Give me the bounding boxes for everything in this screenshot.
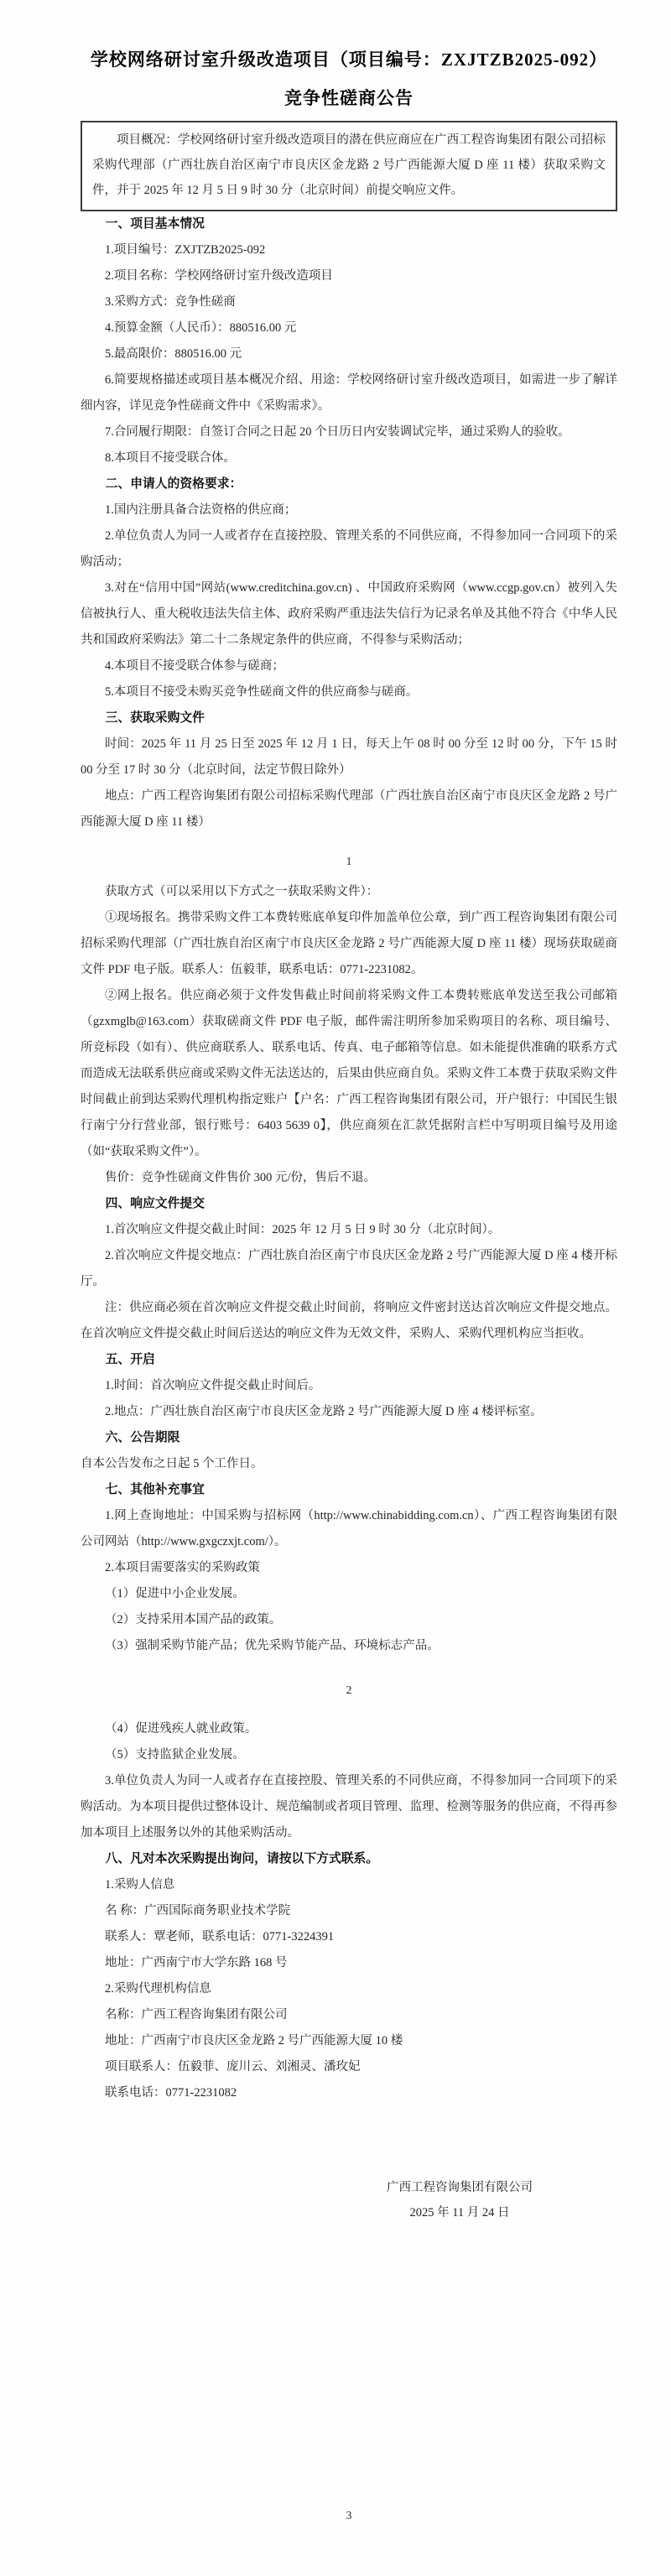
page-3 <box>0 1706 671 2576</box>
section-6-heading: 六、公告期限 <box>105 1431 180 1444</box>
project-description: 6.简要规格描述或项目基本概况介绍、用途：学校网络研讨室升级改造项目，如需进一步了解详细内容，详见竞争性磋商文件中《采购需求》。 <box>81 373 617 413</box>
agency-contacts: 项目联系人：伍毅菲、庞川云、刘湘灵、潘玫妃 <box>105 2060 361 2074</box>
budget-amount: 4.预算金额（人民币）：880516.00 元 <box>105 321 297 335</box>
agency-phone: 联系电话：0771-2231082 <box>105 2086 237 2100</box>
page-1 <box>0 0 671 877</box>
submit-deadline: 1.首次响应文件提交截止时间：2025 年 12 月 5 日 9 时 30 分（北京时间）。 <box>105 1223 501 1236</box>
agency-address: 地址：广西南宁市良庆区金龙路 2 号广西能源大厦 10 楼 <box>105 2034 403 2048</box>
policy-4: （4）促进残疾人就业政策。 <box>105 1722 257 1736</box>
document-price: 售价：竞争性磋商文件售价 300 元/份，售后不退。 <box>105 1171 377 1184</box>
policy-3: （3）强制采购节能产品；优先采购节能产品、环境标志产品。 <box>105 1639 440 1652</box>
purchaser-address: 地址：广西南宁市大学东路 168 号 <box>105 1956 288 1970</box>
onsite-registration: ①现场报名。携带采购文件工本费转账底单复印件加盖单位公章，到广西工程咨询集团有限公司招标采购代理部（广西壮族自治区南宁市良庆区金龙路 2 号广西能源大厦 D 座 11 楼）现场获取磋商文件 PDF 电子版。联系人：伍毅菲，联系电话：0771-2231082。 <box>81 911 617 976</box>
purchaser-name: 名 称：广西国际商务职业技术学院 <box>105 1904 291 1918</box>
qualification-4: 4.本项目不接受联合体参与磋商； <box>105 659 284 673</box>
qualification-5: 5.本项目不接受未购买竞争性磋商文件的供应商参与磋商。 <box>105 685 419 699</box>
section-1-heading: 一、项目基本情况 <box>105 217 205 231</box>
section-4-heading: 四、响应文件提交 <box>105 1197 205 1210</box>
submit-note: 注：供应商必须在首次响应文件提交截止时间前，将响应文件密封送达首次响应文件提交地点。在首次响应文件提交截止时间后送达的响应文件为无效文件，采购人、采购代理机构应当拒收。 <box>81 1301 617 1340</box>
procurement-method: 3.采购方式：竞争性磋商 <box>105 295 236 309</box>
section-7-heading: 七、其他补充事宜 <box>105 1483 205 1496</box>
qualification-2: 2.单位负责人为同一人或者存在直接控股、管理关系的不同供应商，不得参加同一合同项下的采购活动； <box>81 529 617 569</box>
announcement-period: 自本公告发布之日起 5 个工作日。 <box>81 1457 263 1470</box>
doc-title-line-1: 学校网络研讨室升级改造项目（项目编号：ZXJTZB2025-092） <box>90 49 608 70</box>
project-number: 1.项目编号：ZXJTZB2025-092 <box>105 243 266 257</box>
section-2-heading: 二、申请人的资格要求： <box>105 477 242 491</box>
page-2-content <box>81 879 617 1659</box>
page-3-content <box>81 1716 617 2225</box>
doc-title-line-2: 竞争性磋商公告 <box>284 88 414 108</box>
project-overview: 项目概况：学校网络研讨室升级改造项目的潜在供应商应在广西工程咨询集团有限公司招标采购代理部（广西壮族自治区南宁市良庆区金龙路 2 号广西能源大厦 D 座 11 楼）获取采购文件，并于 2025 年 12 月 5 日 9 时 30 分（北京时间）前提交响应文件。 <box>81 121 617 211</box>
page-number-1: 1 <box>346 856 352 868</box>
policy-1: （1）促进中小企业发展。 <box>105 1587 245 1600</box>
policy-2: （2）支持采用本国产品的政策。 <box>105 1613 282 1626</box>
policy-5: （5）支持监狱企业发展。 <box>105 1748 245 1762</box>
open-place: 2.地点：广西壮族自治区南宁市良庆区金龙路 2 号广西能源大厦 D 座 4 楼评标室。 <box>105 1405 543 1418</box>
section-5-heading: 五、开启 <box>105 1353 155 1366</box>
page-number-2: 2 <box>346 1684 352 1697</box>
procurement-policy: 2.本项目需要落实的采购政策 <box>105 1561 260 1574</box>
page-number-3: 3 <box>346 2510 352 2522</box>
signature-date: 2025 年 11 月 24 日 <box>409 2206 510 2220</box>
project-name: 2.项目名称：学校网络研讨室升级改造项目 <box>105 269 333 283</box>
qualification-1: 1.国内注册具备合法资格的供应商； <box>105 503 297 517</box>
no-consortium: 8.本项目不接受联合体。 <box>105 451 236 465</box>
obtain-time: 时间：2025 年 11 月 25 日至 2025 年 12 月 1 日，每天上午 08 时 00 分至 12 时 00 分，下午 15 时 00 分至 17 时 30 分（北京时间，法定节假日除外） <box>81 737 617 777</box>
agency-info-heading: 2.采购代理机构信息 <box>105 1982 211 1996</box>
page-2 <box>0 877 671 1706</box>
agency-name: 名称：广西工程咨询集团有限公司 <box>105 2008 288 2022</box>
rule-same-person: 3.单位负责人为同一人或者存在直接控股、管理关系的不同供应商，不得参加同一合同项下的采购活动。为本项目提供过整体设计、规范编制或者项目管理、监理、检测等服务的供应商，不得再参加本项目上述服务以外的其他采购活动。 <box>81 1774 617 1840</box>
purchaser-info-heading: 1.采购人信息 <box>105 1878 175 1892</box>
obtain-place: 地点：广西工程咨询集团有限公司招标采购代理部（广西壮族自治区南宁市良庆区金龙路 2 号广西能源大厦 D 座 11 楼） <box>81 789 617 829</box>
section-3-heading: 三、获取采购文件 <box>105 711 205 725</box>
section-8-heading: 八、凡对本次采购提出询问，请按以下方式联系。 <box>105 1852 379 1866</box>
signature-company: 广西工程咨询集团有限公司 <box>387 2181 533 2194</box>
contract-period: 7.合同履行期限：自签订合同之日起 20 个日历日内安装调试完毕，通过采购人的验收。 <box>105 425 570 439</box>
inquiry-url: 1.网上查询地址：中国采购与招标网（http://www.chinabidding.com.cn）、广西工程咨询集团有限公司网站（http://www.gxgczxjt.com/）。 <box>81 1509 617 1548</box>
price-ceiling: 5.最高限价：880516.00 元 <box>105 347 242 361</box>
purchaser-contact: 联系人：覃老师，联系电话：0771-3224391 <box>105 1930 335 1944</box>
submit-place: 2.首次响应文件提交地点：广西壮族自治区南宁市良庆区金龙路 2 号广西能源大厦 D 座 4 楼开标厅。 <box>81 1249 617 1288</box>
qualification-3: 3.对在“信用中国”网站(www.creditchina.gov.cn) 、中国政府采购网（www.ccgp.gov.cn）被列入失信被执行人、重大税收违法失信主体、政府采购严重违法失信行为记录名单及其他不符合《中华人民共和国政府采购法》第二十二条规定条件的供应商，不得参与采购活动； <box>81 581 617 647</box>
obtain-method: 获取方式（可以采用以下方式之一获取采购文件）： <box>105 885 379 898</box>
open-time: 1.时间：首次响应文件提交截止时间后。 <box>105 1379 321 1392</box>
online-registration: ②网上报名。供应商必须于文件发售截止时间前将采购文件工本费转账底单发送至我公司邮箱（gzxmglb@163.com）获取磋商文件 PDF 电子版，邮件需注明所参加采购项目的名称、项目编号、所竞标段（如有）、供应商联系人、联系电话、传真、电子邮箱等信息。如未能提供准确的联系方式而造成无法联系供应商或采购文件无法送达的，后果由供应商自负。采购文件工本费于获取采购文件时间截止前到达采购代理机构指定账户【户名：广西工程咨询集团有限公司，开户银行：中国民生银行南宁分行营业部，银行账号：6403 5639 0】，供应商须在汇款凭据附言栏中写明项目编号及用途（如“获取采购文件”）。 <box>81 989 617 1158</box>
page-1-content <box>81 40 617 835</box>
